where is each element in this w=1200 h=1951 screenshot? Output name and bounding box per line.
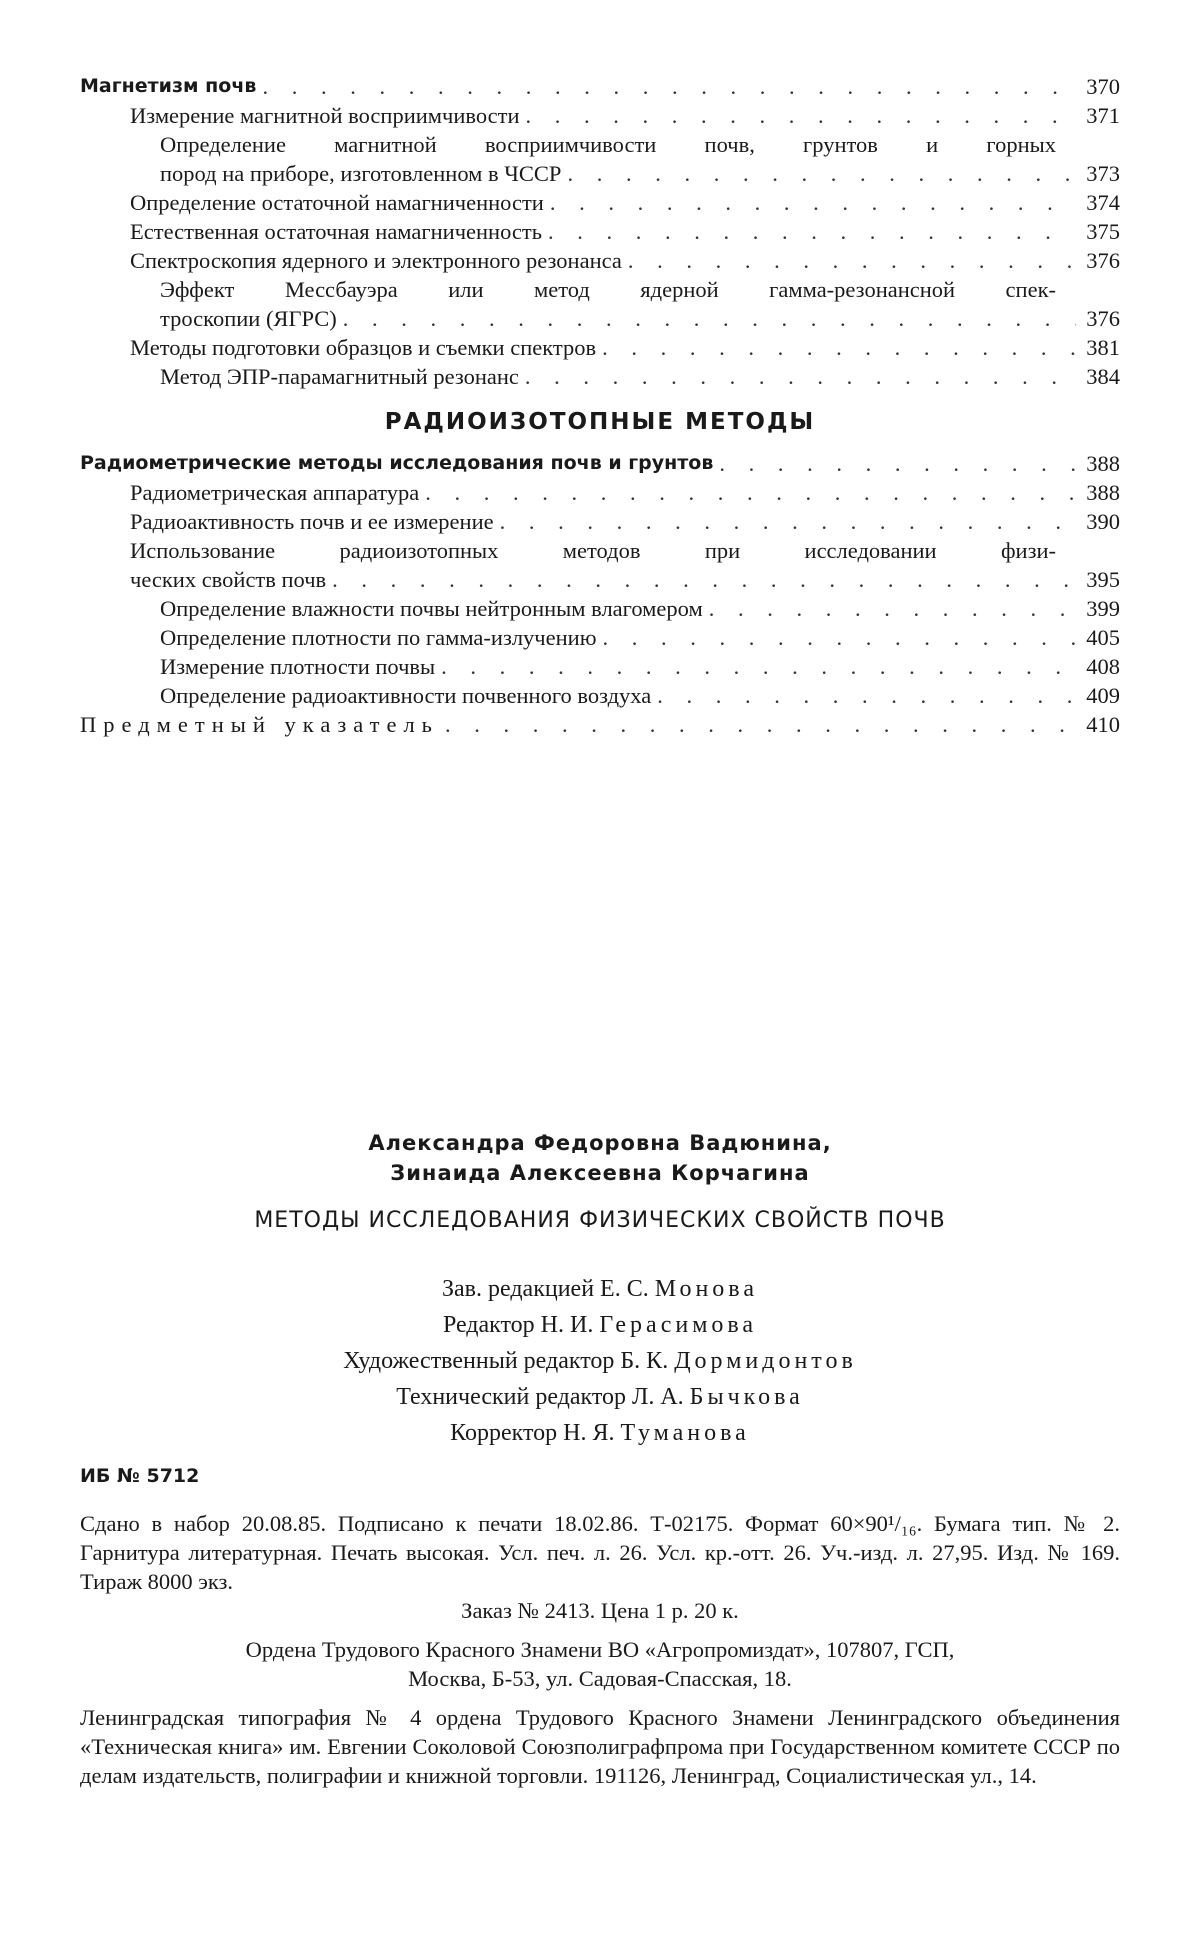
author-name: Александра Федоровна Вадюнина, xyxy=(368,1131,832,1155)
staff-line xyxy=(80,1271,1120,1307)
toc-entry xyxy=(80,101,1120,130)
toc-entry-title: ческих свойств почв xyxy=(130,567,327,592)
toc-leader-dots xyxy=(439,710,1076,739)
toc-entry-title: Определение радиоактивности почвенного воздуха xyxy=(160,683,652,708)
toc-entry-title: Радиометрическая аппаратура xyxy=(130,480,420,505)
toc-leader-dots xyxy=(494,507,1076,536)
publisher: Ордена Трудового Красного Знамени ВО «Агропромиздат», 107807, ГСП, xyxy=(245,1637,955,1662)
publisher-address: Москва, Б-53, ул. Садовая-Спасская, 18. xyxy=(408,1666,792,1691)
toc-entry-title: Измерение плотности почвы xyxy=(160,654,436,679)
toc-leader-dots xyxy=(435,652,1076,681)
toc-leader-dots xyxy=(597,623,1077,652)
staff-name: Монова xyxy=(654,1276,758,1302)
toc-page-number: 381 xyxy=(1086,335,1120,360)
toc-entry xyxy=(80,681,1120,710)
toc-entry xyxy=(80,623,1120,652)
toc-leader-dots xyxy=(337,304,1076,333)
toc-page-number: 374 xyxy=(1086,190,1120,215)
toc-entry xyxy=(80,72,1120,101)
staff-role: Корректор Н. Я. xyxy=(450,1420,615,1446)
toc-leader-dots xyxy=(596,333,1076,362)
toc-page-number: 371 xyxy=(1086,103,1120,128)
toc-leader-dots xyxy=(326,565,1076,594)
toc-entry xyxy=(80,188,1120,217)
toc-page-number: 370 xyxy=(1086,74,1120,99)
staff-name: Герасимова xyxy=(599,1312,758,1338)
toc-entry-title: Спектроскопия ядерного и электронного резонанса xyxy=(130,248,622,273)
staff-name: Дормидонтов xyxy=(674,1348,857,1374)
toc-entry xyxy=(80,507,1120,536)
toc-page-number: 410 xyxy=(1086,712,1120,737)
toc-entry-title: пород на приборе, изготовленном в ЧССР xyxy=(160,161,562,186)
toc-entry xyxy=(80,362,1120,391)
author-name: Зинаида Алексеевна Корчагина xyxy=(390,1161,810,1185)
toc-entry-title: Методы подготовки образцов и съемки спектров xyxy=(130,335,597,360)
colophon xyxy=(80,1128,1120,1790)
toc-page-number: 375 xyxy=(1086,219,1120,244)
toc-section-2 xyxy=(80,449,1120,739)
toc-entry-title: Определение плотности по гамма-излучению xyxy=(160,625,597,650)
printer: Ленинградская типография № 4 ордена Трудового Красного Знамени Ленинградского объединения «Техническая книга» им. Евгении Соколовой Союзполиграфпрома при Государственном комитете СССР по делам издательств, полиграфии и книжной торговли. 191126, Ленинград, Социалистическая ул., 14. xyxy=(80,1705,1120,1788)
editorial-staff xyxy=(80,1271,1120,1451)
toc-section-1 xyxy=(80,72,1120,391)
toc-page-number: 399 xyxy=(1086,596,1120,621)
toc-entry-title: троскопии (ЯГРС) xyxy=(160,306,337,331)
toc-leader-dots xyxy=(519,362,1076,391)
toc-entry-wrap-line: Использование радиоизотопных методов при исследовании физи- xyxy=(130,538,1056,563)
staff-line xyxy=(80,1379,1120,1415)
toc-entry-title: Естественная остаточная намагниченность xyxy=(130,219,542,244)
toc-leader-dots xyxy=(544,188,1076,217)
toc-leader-dots xyxy=(622,246,1076,275)
toc-page-number: 373 xyxy=(1086,161,1120,186)
toc-page-number: 409 xyxy=(1086,683,1120,708)
staff-line xyxy=(80,1307,1120,1343)
toc-leader-dots xyxy=(520,101,1076,130)
toc-page-number: 408 xyxy=(1086,654,1120,679)
toc-page-number: 388 xyxy=(1086,480,1120,505)
toc-leader-dots xyxy=(256,72,1076,101)
toc-entry-title: Предметный указатель xyxy=(80,712,439,737)
toc-page-number: 395 xyxy=(1086,567,1120,592)
order-price: Заказ № 2413. Цена 1 р. 20 к. xyxy=(461,1598,739,1623)
toc-entry xyxy=(80,565,1120,594)
toc-entry xyxy=(80,478,1120,507)
print-details-block xyxy=(80,1509,1120,1790)
toc-page-number: 405 xyxy=(1086,625,1120,650)
staff-role: Художественный редактор Б. К. xyxy=(343,1348,669,1374)
toc-leader-dots xyxy=(703,594,1076,623)
toc-entry-title: Магнетизм почв xyxy=(80,75,257,97)
toc-entry xyxy=(80,333,1120,362)
toc-entry-wrap-line: Определение магнитной восприимчивости почв, грунтов и горных xyxy=(160,132,1056,157)
staff-role: Зав. редакцией Е. С. xyxy=(442,1276,649,1302)
section-heading: РАДИОИЗОТОПНЫЕ МЕТОДЫ xyxy=(384,409,816,435)
toc-entry-title: Метод ЭПР-парамагнитный резонанс xyxy=(160,364,519,389)
toc-leader-dots xyxy=(542,217,1076,246)
toc-leader-dots xyxy=(713,449,1076,478)
toc-page-number: 388 xyxy=(1086,451,1120,476)
toc-entry-title: Определение остаточной намагниченности xyxy=(130,190,544,215)
toc-entry xyxy=(80,449,1120,478)
toc-entry xyxy=(80,652,1120,681)
toc-entry xyxy=(80,159,1120,188)
staff-line xyxy=(80,1415,1120,1451)
toc-entry-title: Измерение магнитной восприимчивости xyxy=(130,103,520,128)
toc-entry xyxy=(80,217,1120,246)
toc-leader-dots xyxy=(561,159,1076,188)
toc-entry xyxy=(80,304,1120,333)
toc-entry-title: Определение влажности почвы нейтронным влагомером xyxy=(160,596,703,621)
ib-number: ИБ № 5712 xyxy=(80,1465,200,1487)
authors xyxy=(80,1128,1120,1188)
toc-leader-dots xyxy=(651,681,1076,710)
staff-line xyxy=(80,1343,1120,1379)
toc-entry xyxy=(80,594,1120,623)
staff-name: Туманова xyxy=(620,1420,750,1446)
toc-entry-wrap-line: Эффект Мессбауэра или метод ядерной гамма-резонансной спек- xyxy=(160,277,1056,302)
toc-entry-title: Радиометрические методы исследования почв и грунтов xyxy=(80,452,714,474)
toc-page-number: 376 xyxy=(1086,248,1120,273)
toc-leader-dots xyxy=(419,478,1076,507)
toc-page-number: 390 xyxy=(1086,509,1120,534)
table-of-contents xyxy=(80,72,1120,739)
staff-name: Бычкова xyxy=(689,1384,804,1410)
staff-role: Редактор Н. И. xyxy=(442,1312,594,1338)
staff-role: Технический редактор Л. А. xyxy=(396,1384,684,1410)
toc-entry-title: Радиоактивность почв и ее измерение xyxy=(130,509,494,534)
toc-entry xyxy=(80,246,1120,275)
toc-page-number: 384 xyxy=(1086,364,1120,389)
book-title: МЕТОДЫ ИССЛЕДОВАНИЯ ФИЗИЧЕСКИХ СВОЙСТВ ПОЧВ xyxy=(254,1208,946,1233)
toc-entry xyxy=(80,710,1120,739)
toc-page-number: 376 xyxy=(1086,306,1120,331)
print-details: Сдано в набор 20.08.85. Подписано к печати 18.02.86. Т-02175. Формат 60×90¹/₁₆. Бумага тип. № 2. Гарнитура литературная. Печать высокая. Усл. печ. л. 26. Усл. кр.-отт. 26. Уч.-изд. л. 27,95. Изд. № 169. Тираж 8000 экз. xyxy=(80,1511,1120,1594)
